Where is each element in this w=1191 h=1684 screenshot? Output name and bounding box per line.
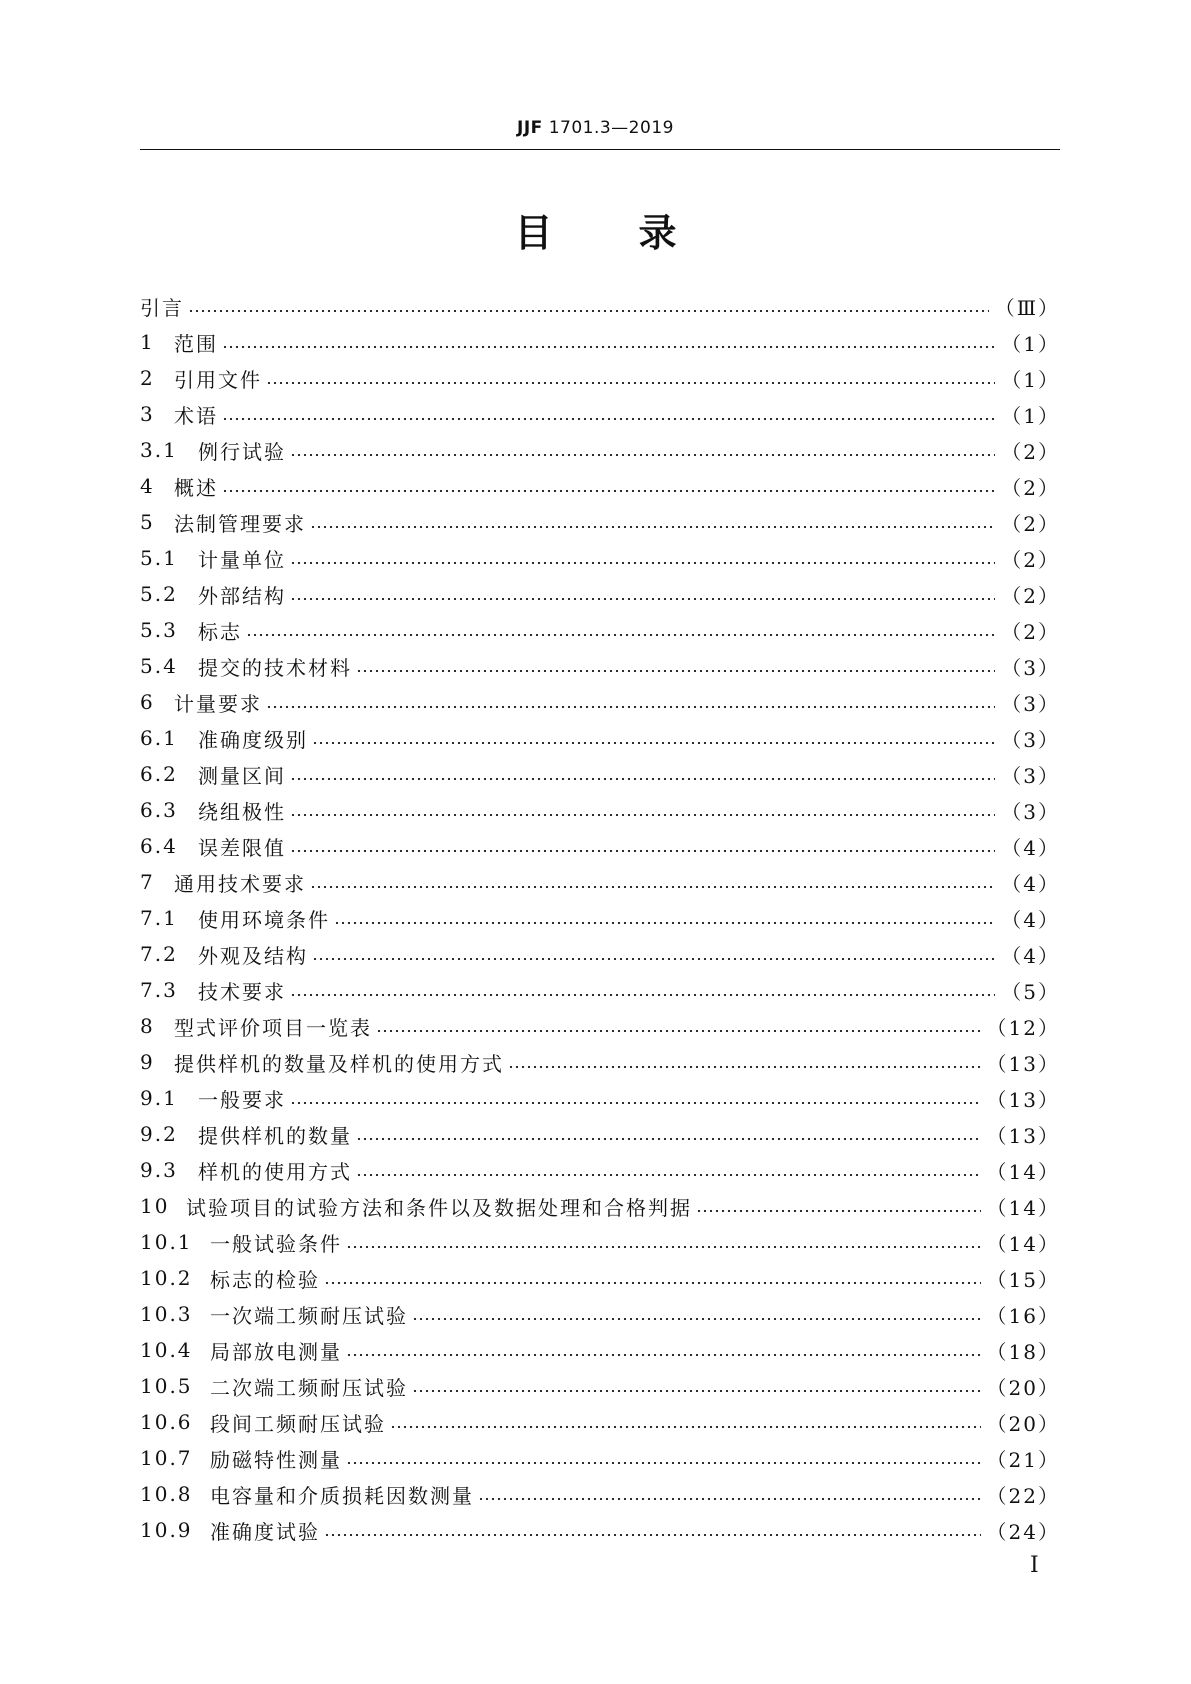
toc-dot-leader bbox=[376, 1030, 981, 1032]
toc-entry-page: （2） bbox=[1001, 583, 1060, 608]
toc-dot-leader bbox=[312, 958, 995, 960]
toc-entry-number: 9.2 bbox=[140, 1122, 178, 1146]
toc-entry[interactable] bbox=[140, 1404, 1060, 1440]
toc-entry-number: 6 bbox=[140, 690, 155, 714]
toc-entry[interactable] bbox=[140, 540, 1060, 576]
toc-entry-page: （13） bbox=[986, 1123, 1060, 1148]
table-of-contents bbox=[140, 288, 1060, 1548]
toc-dot-leader bbox=[222, 418, 995, 420]
toc-entry[interactable] bbox=[140, 396, 1060, 432]
toc-entry[interactable] bbox=[140, 432, 1060, 468]
toc-entry-number: 10.5 bbox=[140, 1374, 193, 1398]
toc-entry-title: 外观及结构 bbox=[198, 943, 308, 968]
toc-entry-title: 引言 bbox=[140, 295, 184, 320]
toc-entry-number: 4 bbox=[140, 474, 155, 498]
toc-entry-title: 法制管理要求 bbox=[174, 511, 306, 536]
toc-dot-leader bbox=[346, 1246, 981, 1248]
toc-entry-page: （4） bbox=[1001, 907, 1060, 932]
toc-entry-number: 9.3 bbox=[140, 1158, 178, 1182]
toc-dot-leader bbox=[188, 310, 989, 312]
toc-dot-leader bbox=[290, 598, 995, 600]
toc-entry-number: 10.9 bbox=[140, 1518, 193, 1542]
toc-entry[interactable] bbox=[140, 1368, 1060, 1404]
toc-entry-page: （4） bbox=[1001, 835, 1060, 860]
toc-dot-leader bbox=[346, 1354, 981, 1356]
toc-entry-title: 型式评价项目一览表 bbox=[174, 1015, 372, 1040]
toc-dot-leader bbox=[346, 1462, 981, 1464]
toc-entry-number: 5.4 bbox=[140, 654, 178, 678]
page-number: Ⅰ bbox=[1030, 1553, 1039, 1578]
toc-entry-number: 6.2 bbox=[140, 762, 178, 786]
toc-dot-leader bbox=[324, 1282, 981, 1284]
toc-entry-title: 计量单位 bbox=[198, 547, 286, 572]
toc-entry-number: 8 bbox=[140, 1014, 155, 1038]
toc-dot-leader bbox=[334, 922, 995, 924]
toc-entry-page: （22） bbox=[986, 1483, 1060, 1508]
toc-entry[interactable] bbox=[140, 1512, 1060, 1548]
toc-entry-page: （3） bbox=[1001, 727, 1060, 752]
toc-dot-leader bbox=[412, 1318, 981, 1320]
toc-entry[interactable] bbox=[140, 1044, 1060, 1080]
toc-entry-page: （2） bbox=[1001, 619, 1060, 644]
toc-dot-leader bbox=[356, 1138, 981, 1140]
toc-entry-number: 7.3 bbox=[140, 978, 178, 1002]
toc-entry[interactable] bbox=[140, 504, 1060, 540]
toc-entry-title: 段间工频耐压试验 bbox=[210, 1411, 386, 1436]
toc-entry[interactable] bbox=[140, 1152, 1060, 1188]
toc-entry-number: 5.2 bbox=[140, 582, 178, 606]
toc-entry[interactable] bbox=[140, 720, 1060, 756]
toc-dot-leader bbox=[696, 1210, 981, 1212]
toc-entry[interactable] bbox=[140, 1224, 1060, 1260]
toc-entry[interactable] bbox=[140, 1476, 1060, 1512]
toc-entry-page: （16） bbox=[986, 1303, 1060, 1328]
toc-entry[interactable] bbox=[140, 648, 1060, 684]
toc-entry-title: 提供样机的数量 bbox=[198, 1123, 352, 1148]
toc-entry-title: 绕组极性 bbox=[198, 799, 286, 824]
toc-entry-number: 10 bbox=[140, 1194, 170, 1218]
toc-entry-page: （21） bbox=[986, 1447, 1060, 1472]
toc-entry-number: 5.3 bbox=[140, 618, 178, 642]
toc-entry[interactable] bbox=[140, 792, 1060, 828]
toc-entry-page: （1） bbox=[1001, 331, 1060, 356]
toc-entry[interactable] bbox=[140, 936, 1060, 972]
toc-entry-number: 7.1 bbox=[140, 906, 178, 930]
toc-entry-page: （14） bbox=[986, 1195, 1060, 1220]
toc-dot-leader bbox=[324, 1534, 981, 1536]
toc-entry[interactable] bbox=[140, 1116, 1060, 1152]
toc-entry-title: 误差限值 bbox=[198, 835, 286, 860]
toc-entry[interactable] bbox=[140, 864, 1060, 900]
toc-entry[interactable] bbox=[140, 756, 1060, 792]
toc-entry-number: 9.1 bbox=[140, 1086, 178, 1110]
toc-entry-page: （4） bbox=[1001, 871, 1060, 896]
running-header bbox=[0, 118, 1191, 138]
toc-dot-leader bbox=[508, 1066, 981, 1068]
toc-entry[interactable] bbox=[140, 288, 1060, 324]
toc-entry-title: 提供样机的数量及样机的使用方式 bbox=[174, 1051, 504, 1076]
toc-entry[interactable] bbox=[140, 324, 1060, 360]
toc-entry-number: 10.2 bbox=[140, 1266, 193, 1290]
toc-entry[interactable] bbox=[140, 1080, 1060, 1116]
toc-entry-title: 例行试验 bbox=[198, 439, 286, 464]
toc-entry-page: （Ⅲ） bbox=[994, 295, 1060, 320]
toc-entry[interactable] bbox=[140, 360, 1060, 396]
toc-entry-page: （2） bbox=[1001, 475, 1060, 500]
toc-entry[interactable] bbox=[140, 1188, 1060, 1224]
toc-entry-number: 7.2 bbox=[140, 942, 178, 966]
title-char-2: 录 bbox=[638, 211, 677, 255]
toc-entry[interactable] bbox=[140, 684, 1060, 720]
toc-entry-title: 标志 bbox=[198, 619, 242, 644]
toc-entry-number: 9 bbox=[140, 1050, 155, 1074]
toc-entry-page: （2） bbox=[1001, 511, 1060, 536]
toc-entry-title: 范围 bbox=[174, 331, 218, 356]
page-title bbox=[0, 202, 1191, 257]
toc-dot-leader bbox=[266, 706, 995, 708]
toc-dot-leader bbox=[290, 778, 995, 780]
toc-entry-number: 1 bbox=[140, 330, 155, 354]
toc-entry-title: 术语 bbox=[174, 403, 218, 428]
toc-entry-number: 6.4 bbox=[140, 834, 178, 858]
toc-entry-page: （14） bbox=[986, 1231, 1060, 1256]
toc-dot-leader bbox=[246, 634, 995, 636]
toc-entry[interactable] bbox=[140, 1008, 1060, 1044]
toc-dot-leader bbox=[356, 1174, 981, 1176]
toc-entry-title: 外部结构 bbox=[198, 583, 286, 608]
toc-dot-leader bbox=[290, 454, 995, 456]
toc-entry[interactable] bbox=[140, 576, 1060, 612]
toc-entry[interactable] bbox=[140, 900, 1060, 936]
toc-entry-title: 通用技术要求 bbox=[174, 871, 306, 896]
toc-dot-leader bbox=[266, 382, 995, 384]
toc-entry-title: 提交的技术材料 bbox=[198, 655, 352, 680]
toc-entry[interactable] bbox=[140, 1440, 1060, 1476]
toc-entry-title: 样机的使用方式 bbox=[198, 1159, 352, 1184]
toc-entry-page: （4） bbox=[1001, 943, 1060, 968]
toc-dot-leader bbox=[390, 1426, 981, 1428]
toc-entry-title: 局部放电测量 bbox=[210, 1339, 342, 1364]
toc-dot-leader bbox=[290, 1102, 981, 1104]
toc-entry[interactable] bbox=[140, 1260, 1060, 1296]
toc-entry-page: （2） bbox=[1001, 439, 1060, 464]
toc-entry-title: 计量要求 bbox=[174, 691, 262, 716]
toc-entry-number: 6.3 bbox=[140, 798, 178, 822]
toc-dot-leader bbox=[412, 1390, 981, 1392]
toc-dot-leader bbox=[290, 850, 995, 852]
toc-entry-title: 二次端工频耐压试验 bbox=[210, 1375, 408, 1400]
toc-entry-number: 2 bbox=[140, 366, 155, 390]
toc-entry-number: 10.1 bbox=[140, 1230, 193, 1254]
toc-dot-leader bbox=[222, 346, 995, 348]
toc-entry-page: （20） bbox=[986, 1375, 1060, 1400]
toc-dot-leader bbox=[312, 742, 995, 744]
toc-entry-title: 引用文件 bbox=[174, 367, 262, 392]
toc-entry-number: 10.6 bbox=[140, 1410, 193, 1434]
header-rule bbox=[140, 149, 1060, 150]
toc-entry-page: （5） bbox=[1001, 979, 1060, 1004]
toc-entry-number: 6.1 bbox=[140, 726, 178, 750]
toc-entry[interactable] bbox=[140, 612, 1060, 648]
toc-entry-title: 概述 bbox=[174, 475, 218, 500]
toc-entry[interactable] bbox=[140, 1332, 1060, 1368]
toc-dot-leader bbox=[356, 670, 995, 672]
toc-entry-page: （3） bbox=[1001, 655, 1060, 680]
toc-entry-title: 准确度级别 bbox=[198, 727, 308, 752]
toc-dot-leader bbox=[290, 994, 995, 996]
toc-entry-page: （12） bbox=[986, 1015, 1060, 1040]
toc-entry-page: （15） bbox=[986, 1267, 1060, 1292]
toc-entry-title: 励磁特性测量 bbox=[210, 1447, 342, 1472]
toc-entry-title: 使用环境条件 bbox=[198, 907, 330, 932]
toc-entry-title: 准确度试验 bbox=[210, 1519, 320, 1544]
toc-entry-title: 测量区间 bbox=[198, 763, 286, 788]
toc-entry[interactable] bbox=[140, 1296, 1060, 1332]
toc-dot-leader bbox=[290, 814, 995, 816]
toc-entry-number: 10.4 bbox=[140, 1338, 193, 1362]
toc-entry-title: 一般试验条件 bbox=[210, 1231, 342, 1256]
toc-entry-page: （1） bbox=[1001, 403, 1060, 428]
toc-entry-page: （14） bbox=[986, 1159, 1060, 1184]
toc-entry-title: 一次端工频耐压试验 bbox=[210, 1303, 408, 1328]
toc-entry-title: 电容量和介质损耗因数测量 bbox=[210, 1483, 474, 1508]
toc-entry-page: （13） bbox=[986, 1087, 1060, 1112]
toc-entry-page: （1） bbox=[1001, 367, 1060, 392]
toc-dot-leader bbox=[310, 526, 995, 528]
toc-entry-page: （3） bbox=[1001, 763, 1060, 788]
toc-entry-title: 试验项目的试验方法和条件以及数据处理和合格判据 bbox=[186, 1195, 692, 1220]
toc-entry-number: 10.8 bbox=[140, 1482, 193, 1506]
toc-dot-leader bbox=[310, 886, 995, 888]
standard-code: JJF bbox=[517, 118, 543, 138]
toc-entry-title: 一般要求 bbox=[198, 1087, 286, 1112]
toc-entry-page: （3） bbox=[1001, 691, 1060, 716]
toc-entry-number: 7 bbox=[140, 870, 155, 894]
toc-entry[interactable] bbox=[140, 828, 1060, 864]
toc-entry[interactable] bbox=[140, 972, 1060, 1008]
toc-entry-number: 10.7 bbox=[140, 1446, 193, 1470]
toc-dot-leader bbox=[478, 1498, 981, 1500]
standard-number: 1701.3—2019 bbox=[548, 118, 674, 138]
toc-entry-number: 3 bbox=[140, 402, 155, 426]
toc-entry-page: （2） bbox=[1001, 547, 1060, 572]
toc-entry-page: （24） bbox=[986, 1519, 1060, 1544]
toc-dot-leader bbox=[222, 490, 995, 492]
toc-entry-page: （18） bbox=[986, 1339, 1060, 1364]
toc-entry-title: 标志的检验 bbox=[210, 1267, 320, 1292]
toc-entry-number: 5 bbox=[140, 510, 155, 534]
toc-entry-page: （3） bbox=[1001, 799, 1060, 824]
toc-dot-leader bbox=[290, 562, 995, 564]
toc-entry-number: 10.3 bbox=[140, 1302, 193, 1326]
toc-entry-title: 技术要求 bbox=[198, 979, 286, 1004]
title-char-1: 目 bbox=[514, 211, 553, 255]
toc-entry-number: 3.1 bbox=[140, 438, 178, 462]
toc-entry[interactable] bbox=[140, 468, 1060, 504]
toc-entry-page: （20） bbox=[986, 1411, 1060, 1436]
toc-entry-number: 5.1 bbox=[140, 546, 178, 570]
toc-entry-page: （13） bbox=[986, 1051, 1060, 1076]
